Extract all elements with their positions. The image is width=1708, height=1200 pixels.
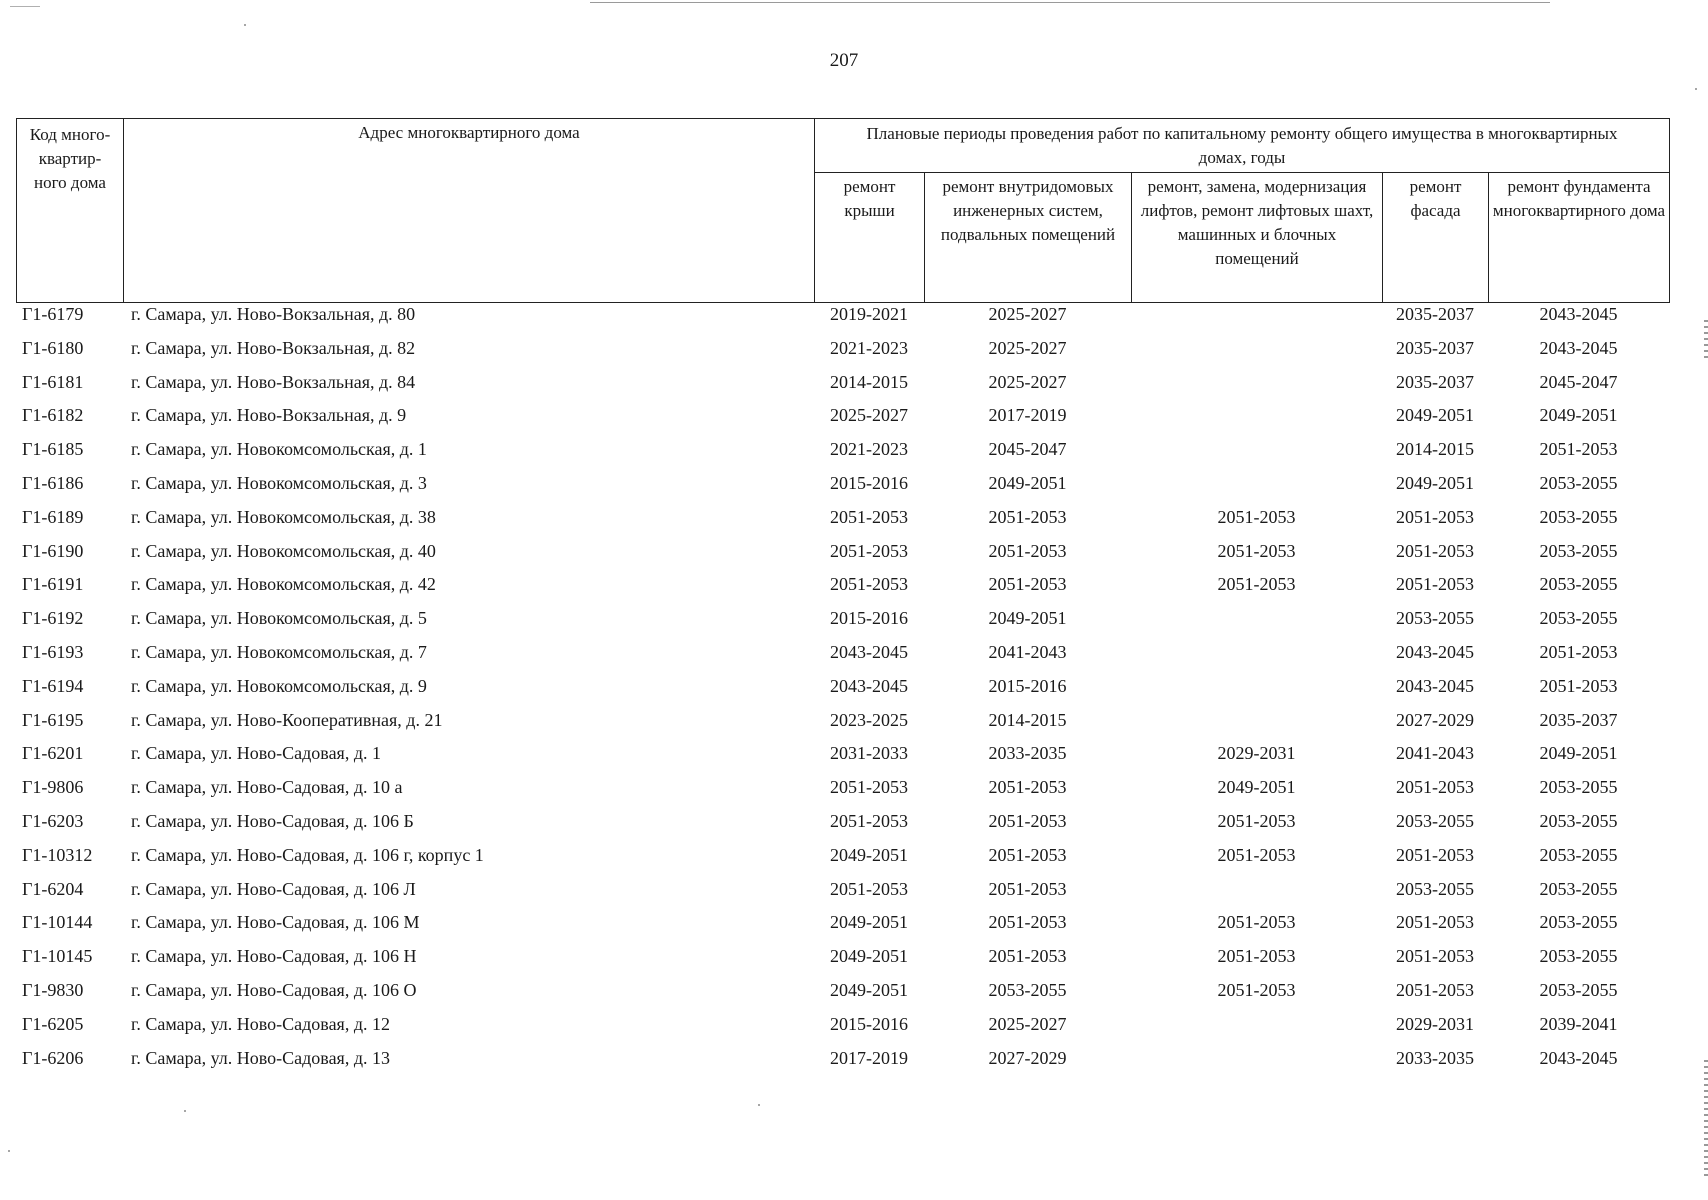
cell-code: Г1-6191 (22, 574, 84, 595)
table-row (16, 538, 1669, 572)
table-row (16, 774, 1669, 808)
cell-roof-years: 2021-2023 (830, 439, 908, 460)
cell-roof-years: 2049-2051 (830, 979, 908, 1000)
cell-foundation-years: 2035-2037 (1539, 709, 1618, 730)
cell-facade-years: 2049-2051 (1396, 472, 1474, 493)
cell-foundation-years: 2053-2055 (1539, 946, 1618, 967)
cell-foundation-years: 2053-2055 (1539, 777, 1618, 798)
cell-lifts-years (1131, 335, 1382, 369)
cell-foundation-years: 2053-2055 (1539, 979, 1618, 1000)
cell-lifts-years (1131, 1045, 1382, 1079)
cell-address: г. Самара, ул. Новокомсомольская, д. 42 (131, 574, 436, 595)
cell-facade-years: 2051-2053 (1396, 540, 1474, 561)
cell-systems-years: 2014-2015 (988, 709, 1067, 730)
cell-foundation-years: 2053-2055 (1539, 912, 1618, 933)
cell-address: г. Самара, ул. Ново-Садовая, д. 1 (131, 743, 381, 764)
table-row (16, 436, 1669, 470)
table-row (16, 1011, 1669, 1045)
cell-facade-years: 2027-2029 (1396, 709, 1474, 730)
cell-lifts-years: 2051-2053 (1217, 979, 1296, 1000)
cell-foundation-years: 2053-2055 (1539, 574, 1618, 595)
cell-address: г. Самара, ул. Ново-Садовая, д. 106 М (131, 912, 420, 933)
cell-foundation-years: 2049-2051 (1539, 405, 1618, 426)
cell-facade-years: 2035-2037 (1396, 371, 1474, 392)
cell-code: Г1-6189 (22, 506, 84, 527)
cell-systems-years: 2051-2053 (988, 777, 1067, 798)
cell-foundation-years: 2053-2055 (1539, 472, 1618, 493)
cell-address: г. Самара, ул. Ново-Кооперативная, д. 21 (131, 709, 443, 730)
cell-address: г. Самара, ул. Новокомсомольская, д. 1 (131, 439, 427, 460)
cell-address: г. Самара, ул. Ново-Садовая, д. 106 Л (131, 878, 416, 899)
cell-lifts-years: 2051-2053 (1217, 506, 1296, 527)
cell-address: г. Самара, ул. Ново-Садовая, д. 106 г, корпус 1 (131, 844, 484, 865)
scan-corner-mark (10, 6, 40, 7)
cell-systems-years: 2051-2053 (988, 878, 1067, 899)
cell-foundation-years: 2049-2051 (1539, 743, 1618, 764)
cell-address: г. Самара, ул. Ново-Вокзальная, д. 82 (131, 337, 416, 358)
cell-facade-years: 2053-2055 (1396, 810, 1474, 831)
cell-roof-years: 2051-2053 (830, 574, 908, 595)
cell-lifts-years (1131, 470, 1382, 504)
cell-facade-years: 2051-2053 (1396, 844, 1474, 865)
cell-facade-years: 2051-2053 (1396, 777, 1474, 798)
cell-foundation-years: 2051-2053 (1539, 675, 1618, 696)
cell-foundation-years: 2053-2055 (1539, 844, 1618, 865)
cell-code: Г1-6186 (22, 472, 84, 493)
cell-systems-years: 2025-2027 (988, 371, 1067, 392)
cell-code: Г1-6201 (22, 743, 84, 764)
cell-roof-years: 2051-2053 (830, 878, 908, 899)
scan-top-rule (590, 2, 1550, 3)
table-row (16, 876, 1669, 910)
cell-code: Г1-10144 (22, 912, 93, 933)
cell-lifts-years: 2051-2053 (1217, 810, 1296, 831)
cell-facade-years: 2051-2053 (1396, 912, 1474, 933)
header-address: Адрес многоквартирного дома (124, 119, 815, 303)
table-row (16, 842, 1669, 876)
table-row (16, 977, 1669, 1011)
cell-facade-years: 2051-2053 (1396, 506, 1474, 527)
cell-lifts-years (1131, 673, 1382, 707)
header-foundation: ремонт фундамента многоквартирного дома (1489, 173, 1670, 303)
cell-roof-years: 2043-2045 (830, 641, 908, 662)
table-row (16, 605, 1669, 639)
table-row (16, 673, 1669, 707)
cell-systems-years: 2045-2047 (988, 439, 1067, 460)
scan-speck (8, 1150, 10, 1152)
table-row (16, 335, 1669, 369)
cell-lifts-years: 2051-2053 (1217, 946, 1296, 967)
cell-code: Г1-6192 (22, 608, 84, 629)
cell-lifts-years (1131, 707, 1382, 741)
table-row (16, 909, 1669, 943)
table-row (16, 402, 1669, 436)
cell-facade-years: 2051-2053 (1396, 574, 1474, 595)
cell-foundation-years: 2053-2055 (1539, 540, 1618, 561)
cell-foundation-years: 2053-2055 (1539, 878, 1618, 899)
cell-code: Г1-9806 (22, 777, 84, 798)
cell-code: Г1-6195 (22, 709, 84, 730)
header-planned-periods: Плановые периоды проведения работ по капитальному ремонту общего имущества в многоквартирных домах, годы (815, 119, 1670, 173)
cell-address: г. Самара, ул. Новокомсомольская, д. 7 (131, 641, 427, 662)
cell-systems-years: 2015-2016 (988, 675, 1067, 696)
cell-systems-years: 2017-2019 (988, 405, 1067, 426)
table-row (16, 740, 1669, 774)
header-engineering-systems: ремонт внутридомовых инженерных систем, подвальных помещений (925, 173, 1132, 303)
cell-code: Г1-6185 (22, 439, 84, 460)
cell-roof-years: 2049-2051 (830, 844, 908, 865)
cell-foundation-years: 2045-2047 (1539, 371, 1618, 392)
cell-address: г. Самара, ул. Ново-Вокзальная, д. 9 (131, 405, 407, 426)
cell-roof-years: 2015-2016 (830, 608, 908, 629)
cell-code: Г1-6190 (22, 540, 84, 561)
cell-address: г. Самара, ул. Новокомсомольская, д. 5 (131, 608, 427, 629)
cell-systems-years: 2025-2027 (988, 304, 1067, 324)
cell-lifts-years: 2051-2053 (1217, 574, 1296, 595)
cell-roof-years: 2051-2053 (830, 810, 908, 831)
cell-systems-years: 2051-2053 (988, 540, 1067, 561)
cell-systems-years: 2025-2027 (988, 337, 1067, 358)
cell-facade-years: 2035-2037 (1396, 337, 1474, 358)
cell-lifts-years (1131, 876, 1382, 910)
cell-systems-years: 2053-2055 (988, 979, 1067, 1000)
cell-roof-years: 2049-2051 (830, 912, 908, 933)
scan-right-edge (1704, 320, 1708, 360)
cell-address: г. Самара, ул. Ново-Садовая, д. 106 Б (131, 810, 414, 831)
cell-facade-years: 2033-2035 (1396, 1047, 1474, 1068)
cell-code: Г1-6206 (22, 1047, 84, 1068)
cell-lifts-years (1131, 605, 1382, 639)
cell-facade-years: 2051-2053 (1396, 979, 1474, 1000)
header-roof: ремонт крыши (815, 173, 925, 303)
cell-facade-years: 2053-2055 (1396, 608, 1474, 629)
cell-roof-years: 2015-2016 (830, 1013, 908, 1034)
cell-systems-years: 2025-2027 (988, 1013, 1067, 1034)
cell-lifts-years (1131, 1011, 1382, 1045)
cell-lifts-years: 2029-2031 (1217, 743, 1296, 764)
scan-speck (758, 1104, 760, 1106)
table-row (16, 301, 1669, 335)
cell-lifts-years (1131, 369, 1382, 403)
header-code: Код много-квартир-ного дома (17, 119, 124, 303)
cell-systems-years: 2051-2053 (988, 912, 1067, 933)
cell-roof-years: 2017-2019 (830, 1047, 908, 1068)
data-table (16, 301, 1669, 1078)
table-row (16, 504, 1669, 538)
cell-lifts-years: 2051-2053 (1217, 912, 1296, 933)
cell-code: Г1-6194 (22, 675, 84, 696)
scan-speck (184, 1110, 186, 1112)
cell-facade-years: 2029-2031 (1396, 1013, 1474, 1034)
cell-address: г. Самара, ул. Ново-Садовая, д. 106 О (131, 979, 417, 1000)
cell-lifts-years (1131, 402, 1382, 436)
cell-address: г. Самара, ул. Новокомсомольская, д. 3 (131, 472, 427, 493)
cell-foundation-years: 2043-2045 (1539, 337, 1618, 358)
cell-code: Г1-6181 (22, 371, 84, 392)
cell-roof-years: 2025-2027 (830, 405, 908, 426)
cell-code: Г1-6182 (22, 405, 84, 426)
cell-foundation-years: 2051-2053 (1539, 641, 1618, 662)
table-row (16, 571, 1669, 605)
cell-facade-years: 2041-2043 (1396, 743, 1474, 764)
cell-roof-years: 2049-2051 (830, 946, 908, 967)
header-lifts: ремонт, замена, модернизация лифтов, ремонт лифтовых шахт, машинных и блочных помещений (1132, 173, 1383, 303)
cell-facade-years: 2049-2051 (1396, 405, 1474, 426)
table-row (16, 470, 1669, 504)
cell-code: Г1-10312 (22, 844, 93, 865)
cell-code: Г1-6204 (22, 878, 84, 899)
cell-code: Г1-10145 (22, 946, 93, 967)
cell-foundation-years: 2053-2055 (1539, 506, 1618, 527)
cell-systems-years: 2027-2029 (988, 1047, 1067, 1068)
cell-foundation-years: 2043-2045 (1539, 1047, 1618, 1068)
cell-roof-years: 2023-2025 (830, 709, 908, 730)
cell-address: г. Самара, ул. Ново-Садовая, д. 13 (131, 1047, 390, 1068)
cell-code: Г1-9830 (22, 979, 84, 1000)
cell-systems-years: 2051-2053 (988, 946, 1067, 967)
cell-facade-years: 2051-2053 (1396, 946, 1474, 967)
cell-code: Г1-6180 (22, 337, 84, 358)
cell-lifts-years (1131, 301, 1382, 335)
table-row (16, 1045, 1669, 1079)
cell-lifts-years (1131, 639, 1382, 673)
cell-address: г. Самара, ул. Новокомсомольская, д. 9 (131, 675, 427, 696)
cell-facade-years: 2035-2037 (1396, 304, 1474, 324)
cell-systems-years: 2051-2053 (988, 574, 1067, 595)
cell-foundation-years: 2053-2055 (1539, 810, 1618, 831)
cell-address: г. Самара, ул. Ново-Садовая, д. 10 а (131, 777, 403, 798)
cell-roof-years: 2019-2021 (830, 304, 908, 324)
cell-code: Г1-6205 (22, 1013, 84, 1034)
cell-address: г. Самара, ул. Ново-Садовая, д. 106 Н (131, 946, 417, 967)
cell-lifts-years: 2051-2053 (1217, 844, 1296, 865)
cell-address: г. Самара, ул. Новокомсомольская, д. 40 (131, 540, 436, 561)
cell-facade-years: 2043-2045 (1396, 675, 1474, 696)
cell-code: Г1-6179 (22, 304, 84, 324)
cell-systems-years: 2051-2053 (988, 506, 1067, 527)
table-header (16, 118, 1670, 303)
cell-lifts-years: 2051-2053 (1217, 540, 1296, 561)
cell-foundation-years: 2053-2055 (1539, 608, 1618, 629)
data-table-body (16, 301, 1669, 1078)
cell-lifts-years (1131, 436, 1382, 470)
cell-facade-years: 2043-2045 (1396, 641, 1474, 662)
cell-roof-years: 2021-2023 (830, 337, 908, 358)
cell-roof-years: 2051-2053 (830, 506, 908, 527)
cell-code: Г1-6203 (22, 810, 84, 831)
table-row (16, 943, 1669, 977)
cell-foundation-years: 2043-2045 (1539, 304, 1618, 324)
cell-address: г. Самара, ул. Ново-Вокзальная, д. 80 (131, 304, 416, 324)
cell-address: г. Самара, ул. Новокомсомольская, д. 38 (131, 506, 436, 527)
cell-roof-years: 2031-2033 (830, 743, 908, 764)
cell-address: г. Самара, ул. Ново-Садовая, д. 12 (131, 1013, 390, 1034)
cell-code: Г1-6193 (22, 641, 84, 662)
cell-systems-years: 2041-2043 (988, 641, 1067, 662)
scan-speck (244, 24, 246, 26)
scan-right-edge (1704, 1060, 1708, 1180)
header-facade: ремонт фасада (1383, 173, 1489, 303)
cell-systems-years: 2049-2051 (988, 608, 1067, 629)
cell-systems-years: 2051-2053 (988, 810, 1067, 831)
page-number: 207 (829, 50, 859, 71)
cell-roof-years: 2051-2053 (830, 540, 908, 561)
cell-systems-years: 2049-2051 (988, 472, 1067, 493)
cell-roof-years: 2043-2045 (830, 675, 908, 696)
cell-systems-years: 2051-2053 (988, 844, 1067, 865)
table-row (16, 369, 1669, 403)
cell-roof-years: 2051-2053 (830, 777, 908, 798)
cell-foundation-years: 2039-2041 (1539, 1013, 1618, 1034)
cell-facade-years: 2053-2055 (1396, 878, 1474, 899)
cell-foundation-years: 2051-2053 (1539, 439, 1618, 460)
cell-roof-years: 2014-2015 (830, 371, 908, 392)
table-row (16, 639, 1669, 673)
cell-roof-years: 2015-2016 (830, 472, 908, 493)
table-row (16, 707, 1669, 741)
cell-address: г. Самара, ул. Ново-Вокзальная, д. 84 (131, 371, 416, 392)
scan-speck (1695, 88, 1697, 90)
cell-lifts-years: 2049-2051 (1217, 777, 1296, 798)
table-row (16, 808, 1669, 842)
cell-facade-years: 2014-2015 (1396, 439, 1474, 460)
cell-systems-years: 2033-2035 (988, 743, 1067, 764)
